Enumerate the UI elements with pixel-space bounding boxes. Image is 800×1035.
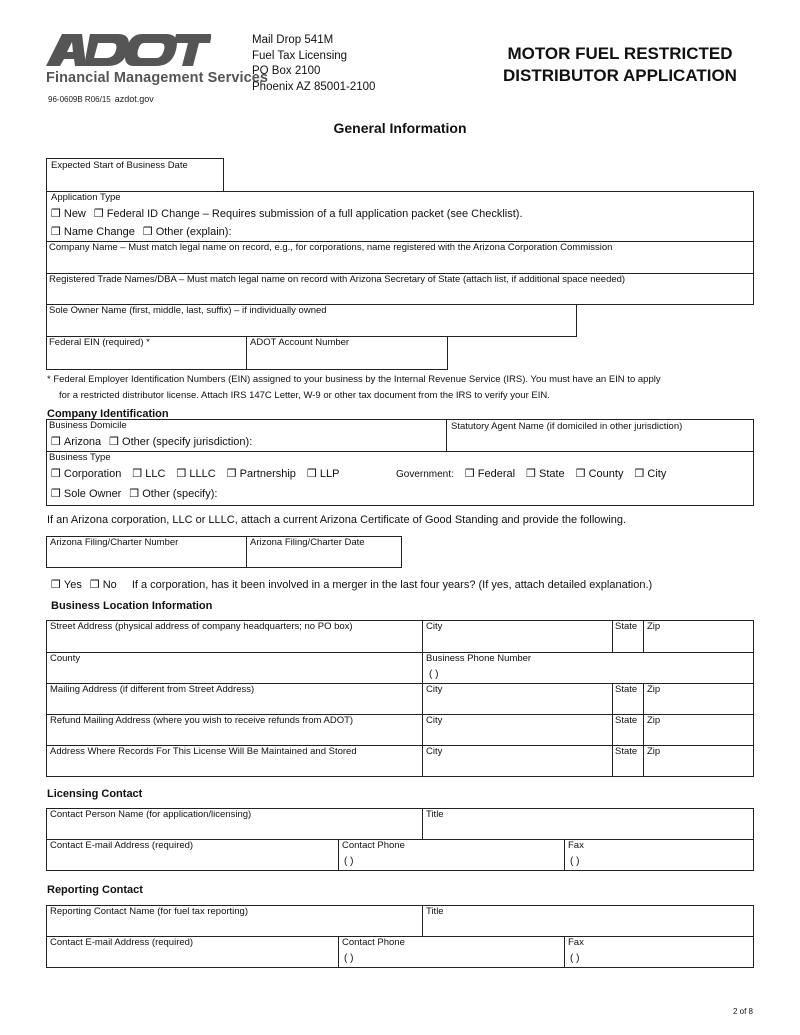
checkbox-icon: ❒: [93, 208, 104, 220]
reporting-phone-label[interactable]: Contact Phone: [342, 937, 405, 948]
checkbox-icon: ❒: [526, 468, 536, 480]
zip-label[interactable]: Zip: [647, 715, 661, 726]
checkbox-icon: ❒: [89, 579, 100, 591]
checkbox-icon: ❒: [51, 208, 61, 220]
business-type-options: [51, 467, 347, 480]
checkbox-icon: ❒: [464, 468, 475, 480]
address-line: Fuel Tax Licensing: [252, 49, 348, 62]
business-type-options-row2: [51, 487, 217, 500]
trade-names-label: Registered Trade Names/DBA – Must match legal name on record with Arizona Secretary of State (attach list, if additional space needed): [49, 274, 626, 285]
checkbox-icon: ❒: [306, 468, 317, 480]
state-label[interactable]: State: [615, 684, 638, 695]
divider: [246, 536, 247, 568]
application-type-label: Application Type: [51, 192, 121, 203]
county-label[interactable]: County: [50, 653, 81, 664]
checkbox-federal-id-change[interactable]: ❒ Federal ID Change – Requires submission of a full application packet (see Checklist).: [93, 208, 523, 220]
checkbox-federal[interactable]: ❒ Federal: [464, 468, 516, 480]
divider: [246, 336, 247, 370]
checkbox-llp[interactable]: ❒ LLP: [306, 468, 340, 480]
reporting-email-label[interactable]: Contact E-mail Address (required): [50, 937, 194, 948]
reporting-contact-heading: Reporting Contact: [47, 884, 143, 896]
reporting-contact-name-label[interactable]: Reporting Contact Name (for fuel tax reporting): [50, 906, 249, 917]
reporting-title-label[interactable]: Title: [426, 906, 444, 917]
ein-footnote-line2: for a restricted distributor license. Attach IRS 147C Letter, W-9 or other tax document from the IRS to verify your EIN.: [59, 390, 550, 401]
divider: [338, 936, 339, 968]
checkbox-other-explain[interactable]: ❒ Other (explain):: [142, 226, 232, 238]
divider: [564, 839, 565, 871]
licensing-title-label[interactable]: Title: [426, 809, 444, 820]
merger-question-row: [51, 578, 652, 591]
website-link[interactable]: azdot.gov: [114, 94, 154, 104]
filing-date-label[interactable]: Arizona Filing/Charter Date: [250, 537, 365, 548]
business-type-label: Business Type: [49, 452, 111, 463]
checkbox-icon: ❒: [176, 468, 187, 480]
state-label[interactable]: State: [615, 715, 638, 726]
checkbox-other-specify[interactable]: ❒ Other (specify):: [129, 488, 218, 500]
checkbox-icon: ❒: [51, 436, 61, 448]
divider: [422, 620, 423, 777]
mailing-address-block: [252, 33, 375, 95]
checkbox-icon: ❒: [51, 579, 61, 591]
checkbox-arizona[interactable]: ❒ Arizona: [51, 436, 102, 448]
checkbox-corporation[interactable]: ❒ Corporation: [51, 468, 122, 480]
application-type-row1: [51, 207, 523, 220]
government-label: Government:: [396, 469, 454, 480]
licensing-phone-label[interactable]: Contact Phone: [342, 840, 405, 851]
checkbox-county[interactable]: ❒ County: [575, 468, 624, 480]
checkbox-state[interactable]: ❒ State: [526, 468, 565, 480]
divider: [643, 620, 644, 652]
form-number: [48, 94, 154, 104]
divider: [446, 419, 447, 451]
refund-address-label[interactable]: Refund Mailing Address (where you wish to receive refunds from ADOT): [50, 715, 354, 726]
zip-label[interactable]: Zip: [647, 746, 661, 757]
divider: [564, 936, 565, 968]
checkbox-icon: ❒: [129, 488, 140, 500]
checkbox-icon: ❒: [226, 468, 237, 480]
statutory-agent-label[interactable]: Statutory Agent Name (if domiciled in other jurisdiction): [451, 421, 683, 432]
business-phone-label[interactable]: Business Phone Number: [426, 653, 532, 664]
checkbox-other-jurisdiction[interactable]: ❒ Other (specify jurisdiction):: [109, 436, 253, 448]
city-label[interactable]: City: [426, 715, 443, 726]
form-title-line2: DISTRIBUTOR APPLICATION: [503, 66, 737, 85]
reporting-phone-area-code: ( ): [344, 953, 354, 964]
checkbox-icon: ❒: [51, 468, 61, 480]
state-label[interactable]: State: [615, 746, 638, 757]
business-domicile-label: Business Domicile: [49, 420, 127, 431]
zip-label[interactable]: Zip: [647, 621, 661, 632]
form-title: [480, 43, 760, 87]
domicile-options: [51, 435, 252, 448]
licensing-contact-name-label[interactable]: Contact Person Name (for application/licensing): [50, 809, 252, 820]
adot-account-label[interactable]: ADOT Account Number: [250, 337, 350, 348]
business-location-heading: Business Location Information: [51, 600, 213, 612]
licensing-contact-heading: Licensing Contact: [47, 788, 143, 800]
business-phone-area-code: ( ): [429, 669, 439, 680]
divider: [612, 620, 613, 652]
divider: [46, 652, 754, 653]
address-line: Mail Drop 541M: [252, 34, 334, 46]
zip-label[interactable]: Zip: [647, 684, 661, 695]
merger-question: If a corporation, has it been involved in a merger in the last four years? (If yes, attach detailed explanation.): [131, 579, 653, 591]
adot-logo-mark: [46, 32, 211, 68]
checkbox-sole-owner[interactable]: ❒ Sole Owner: [51, 488, 122, 500]
reporting-fax-area-code: ( ): [570, 953, 580, 964]
licensing-phone-area-code: ( ): [344, 856, 354, 867]
company-name-label: Company Name – Must match legal name on record, e.g., for corporations, name registered with the Arizona Corporation Commission: [49, 242, 613, 253]
section-title-general: General Information: [333, 120, 467, 136]
licensing-email-label[interactable]: Contact E-mail Address (required): [50, 840, 194, 851]
checkbox-new[interactable]: ❒ New: [51, 208, 86, 220]
checkbox-icon: ❒: [109, 436, 120, 448]
street-address-label[interactable]: Street Address (physical address of company headquarters; no PO box): [50, 621, 353, 632]
ein-footnote-line1: * Federal Employer Identification Numbers (EIN) assigned to your business by the Internal Revenue Service (IRS). You must have an EIN to apply: [47, 374, 661, 385]
checkbox-lllc[interactable]: ❒ LLLC: [176, 468, 216, 480]
application-type-row2: [51, 225, 232, 238]
checkbox-icon: ❒: [51, 226, 61, 238]
divider: [422, 905, 423, 936]
divider: [46, 451, 754, 452]
checkbox-yes[interactable]: ❒ Yes: [51, 579, 82, 591]
checkbox-icon: ❒: [634, 468, 645, 480]
checkbox-name-change[interactable]: ❒ Name Change: [51, 226, 135, 238]
good-standing-instruction: If an Arizona corporation, LLC or LLLC, attach a current Arizona Certificate of Good Standing and provide the following.: [47, 514, 627, 526]
mailing-address-label[interactable]: Mailing Address (if different from Street Address): [50, 684, 255, 695]
licensing-fax-label[interactable]: Fax: [568, 840, 584, 851]
checkbox-icon: ❒: [132, 468, 143, 480]
divider: [643, 683, 644, 777]
divider: [422, 808, 423, 839]
checkbox-partnership[interactable]: ❒ Partnership: [226, 468, 296, 480]
checkbox-city[interactable]: ❒ City: [634, 468, 667, 480]
logo-subtitle: Financial Management Services: [46, 70, 269, 86]
divider: [338, 839, 339, 871]
company-identification-heading: Company Identification: [47, 408, 169, 420]
checkbox-icon: ❒: [51, 488, 61, 500]
address-line: Phoenix AZ 85001-2100: [252, 80, 376, 93]
city-label[interactable]: City: [426, 746, 443, 757]
filing-number-label[interactable]: Arizona Filing/Charter Number: [50, 537, 179, 548]
form-title-line1: MOTOR FUEL RESTRICTED: [507, 44, 733, 63]
state-label[interactable]: State: [615, 621, 638, 632]
checkbox-no[interactable]: ❒ No: [89, 579, 117, 591]
expected-start-label: Expected Start of Business Date: [51, 160, 188, 171]
reporting-fax-label[interactable]: Fax: [568, 937, 584, 948]
city-label[interactable]: City: [426, 621, 443, 632]
licensing-fax-area-code: ( ): [570, 856, 580, 867]
sole-owner-label: Sole Owner Name (first, middle, last, suffix) – if individually owned: [49, 305, 327, 316]
checkbox-icon: ❒: [142, 226, 153, 238]
federal-ein-label[interactable]: Federal EIN (required) *: [49, 337, 150, 348]
divider: [612, 683, 613, 777]
checkbox-llc[interactable]: ❒ LLC: [132, 468, 166, 480]
page-number: 2 of 8: [732, 1007, 753, 1016]
form-number-text: 96-0609B R06/15: [48, 95, 111, 104]
ein-footnote: [47, 372, 661, 404]
records-address-label[interactable]: Address Where Records For This License Will Be Maintained and Stored: [50, 746, 357, 757]
checkbox-icon: ❒: [575, 468, 586, 480]
government-options: [396, 467, 674, 480]
city-label[interactable]: City: [426, 684, 443, 695]
address-line: PO Box 2100: [252, 65, 321, 77]
